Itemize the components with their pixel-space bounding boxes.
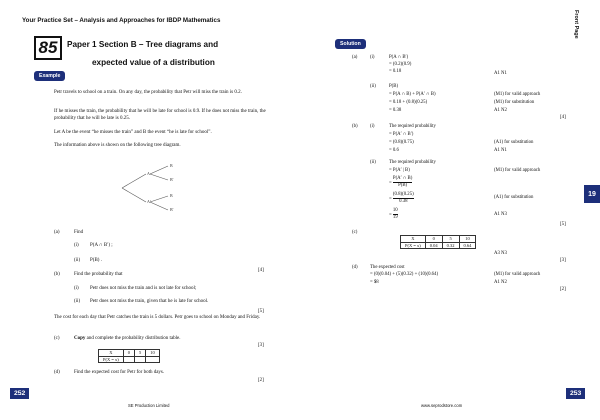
sol-b-total: [5] bbox=[560, 222, 566, 227]
sol-a-ii-mark: (M1) for substitution bbox=[494, 100, 535, 105]
sol-d-line: = $8 bbox=[370, 280, 379, 285]
running-header: Your Practice Set – Analysis and Approaches for IBDP Mathematics bbox=[22, 17, 221, 24]
sol-d-line: = (0)(0.04) + (5)(0.32) + (10)(0.64) bbox=[370, 272, 439, 277]
q-c-label: (c) bbox=[54, 336, 60, 341]
para-2: If he misses the train, the probability that he will be late for school is 0.9. If he does not miss the train, the probability that he will be late is 0.25. bbox=[54, 109, 266, 121]
sol-a-ii-line: = P(A ∩ B) + P(A′ ∩ B) bbox=[389, 92, 436, 97]
para-4: The information above is shown on the following tree diagram. bbox=[54, 143, 181, 148]
tree-leaf-b-prime: B′ bbox=[170, 207, 174, 212]
table-cell: 0.64 bbox=[459, 242, 476, 249]
table-cell: 0 bbox=[425, 236, 442, 243]
sol-b-ii-label: (ii) bbox=[370, 160, 376, 165]
q-c-text bbox=[74, 336, 181, 343]
tree-diagram bbox=[118, 162, 188, 214]
chapter-tab: 19 bbox=[584, 185, 600, 203]
sol-a-i-marks: A1 N1 bbox=[494, 71, 507, 76]
q-a-ii-label: (ii) bbox=[74, 258, 81, 263]
q-a-i-label: (i) bbox=[74, 243, 79, 248]
sol-a-ii-label: (ii) bbox=[370, 84, 376, 89]
table-cell bbox=[146, 356, 160, 363]
sol-a-total: [4] bbox=[560, 115, 566, 120]
q-a-label: (a) bbox=[54, 230, 60, 235]
table-cell: 5 bbox=[135, 350, 146, 357]
para-3: Let A be the event “he misses the train” and B the event “he is late for school”. bbox=[54, 130, 212, 135]
sol-b-ii-mark: (M1) for valid approach bbox=[494, 168, 541, 173]
sol-a-ii-mark: A1 N2 bbox=[494, 108, 507, 113]
sol-b-i-line: = (0.8)(0.75) bbox=[389, 140, 414, 145]
frac-numerator: (0.8)(0.25) bbox=[392, 192, 414, 197]
sol-d-mark: (M1) for valid approach bbox=[494, 272, 541, 277]
frac-denominator: 0.38 bbox=[399, 199, 408, 204]
sol-d-line: The expected cost bbox=[370, 265, 405, 270]
title-line-2: expected value of a distribution bbox=[92, 58, 215, 67]
q-b-ii-text: Petr does not miss the train, given that he is late for school. bbox=[90, 299, 209, 304]
solution-distribution-table bbox=[400, 235, 476, 249]
sol-b-ii-line: The required probability bbox=[389, 160, 436, 165]
sol-b-i-line: = P(A′ ∩ B′) bbox=[389, 132, 414, 137]
q-d-text: Find the expected cost for Petr for both days. bbox=[74, 370, 165, 375]
frac-numerator: P(A′ ∩ B) bbox=[392, 176, 413, 181]
tree-node-a: A bbox=[147, 171, 150, 176]
q-d-label: (d) bbox=[54, 370, 60, 375]
sol-b-i-mark: (A1) for substitution bbox=[494, 140, 534, 145]
tree-node-a-prime: A′ bbox=[147, 199, 151, 204]
sol-a-i-line: P(A ∩ B′) bbox=[389, 55, 409, 60]
table-cell: X bbox=[401, 236, 426, 243]
sol-a-ii-mark: (M1) for valid approach bbox=[494, 92, 541, 97]
sol-a-ii-line: = 0.38 bbox=[389, 108, 402, 113]
sol-a-i-line: = (0.2)(0.9) bbox=[389, 62, 412, 67]
tree-leaf-b-prime: B′ bbox=[170, 177, 174, 182]
sol-b-label: (b) bbox=[352, 124, 358, 129]
q-a-i-text: P(A ∩ B′) ; bbox=[90, 243, 113, 248]
table-cell: 0.32 bbox=[442, 242, 459, 249]
sol-b-i-label: (i) bbox=[370, 124, 375, 129]
frac-denominator: 19 bbox=[392, 215, 398, 220]
table-cell bbox=[135, 356, 146, 363]
sol-a-label: (a) bbox=[352, 55, 358, 60]
question-number: 85 bbox=[34, 36, 62, 60]
q-a-ii-text: P(B) . bbox=[90, 258, 102, 263]
sol-b-i-mark: A1 N1 bbox=[494, 148, 507, 153]
sol-c-total: [3] bbox=[560, 258, 566, 263]
sol-b-ii-mark: (A1) for substitution bbox=[494, 195, 534, 200]
frac-denominator: P(B) bbox=[398, 183, 408, 188]
page-number-left: 252 bbox=[10, 388, 29, 399]
q-c-rest: and complete the probability distribution table. bbox=[86, 336, 181, 341]
sol-b-ii-frac-2: = $\frac{(0.8)(0.25)}{0.38}$ bbox=[389, 192, 414, 204]
example-label: Example bbox=[34, 71, 65, 81]
q-b-label: (b) bbox=[54, 272, 60, 277]
q-c-bold: Copy bbox=[74, 336, 86, 341]
q-b-text: Find the probability that bbox=[74, 272, 123, 277]
table-cell: P(X = x) bbox=[401, 242, 426, 249]
sol-b-ii-frac-3: = $\frac{10}{19}$ bbox=[389, 208, 398, 220]
side-label: Front Page bbox=[573, 10, 580, 39]
table-cell: P(X = x) bbox=[99, 356, 124, 363]
sol-d-total: [2] bbox=[560, 287, 566, 292]
sol-c-marks: A3 N3 bbox=[494, 251, 507, 256]
q-d-marks: [2] bbox=[258, 378, 264, 383]
page-number-right: 253 bbox=[566, 388, 585, 399]
para-5: The cost for each day that Petr catches the train is 5 dollars. Petr goes to school on Monday and Friday. bbox=[54, 315, 261, 320]
sol-d-label: (d) bbox=[352, 265, 358, 270]
table-cell: 10 bbox=[459, 236, 476, 243]
table-cell: 10 bbox=[146, 350, 160, 357]
q-b-i-text: Petr does not miss the train and is not late for school; bbox=[90, 286, 197, 291]
tree-leaf-b: B bbox=[170, 193, 173, 198]
sol-b-ii-line: = P(A′ | B) bbox=[389, 168, 410, 173]
sol-b-ii-mark: A1 N3 bbox=[494, 212, 507, 217]
publisher: SE Production Limited bbox=[128, 403, 170, 408]
website-url: www.seprodstore.com bbox=[421, 403, 463, 408]
sol-a-ii-line: = 0.18 + (0.8)(0.25) bbox=[389, 100, 428, 105]
sol-d-mark: A1 N2 bbox=[494, 280, 507, 285]
frac-numerator: 10 bbox=[392, 208, 398, 213]
table-cell: X bbox=[99, 350, 124, 357]
tree-leaf-b: B bbox=[170, 163, 173, 168]
table-cell bbox=[123, 356, 134, 363]
sol-b-i-line: The required probability bbox=[389, 124, 436, 129]
q-b-i-label: (i) bbox=[74, 286, 79, 291]
table-cell: 0 bbox=[123, 350, 134, 357]
title-line-1: Paper 1 Section B – Tree diagrams and bbox=[67, 40, 219, 49]
empty-distribution-table bbox=[98, 349, 160, 363]
sol-a-ii-line: P(B) bbox=[389, 84, 399, 89]
sol-c-label: (c) bbox=[352, 230, 358, 235]
solution-label: Solution bbox=[335, 39, 366, 49]
q-b-marks: [5] bbox=[258, 309, 264, 314]
q-a-marks: [4] bbox=[258, 268, 264, 273]
q-b-ii-label: (ii) bbox=[74, 299, 81, 304]
para-1: Petr travels to school on a train. On any day, the probability that Petr will miss the train is 0.2. bbox=[54, 90, 242, 95]
sol-a-i-line: = 0.18 bbox=[389, 69, 402, 74]
table-cell: 0.04 bbox=[425, 242, 442, 249]
sol-b-i-line: = 0.6 bbox=[389, 148, 399, 153]
q-a-text: Find bbox=[74, 230, 84, 235]
sol-b-ii-frac-1: = $\frac{P(A' \cap B)}{P(B)}$ bbox=[389, 176, 413, 188]
table-cell: 5 bbox=[442, 236, 459, 243]
sol-a-i-label: (i) bbox=[370, 55, 375, 60]
q-c-marks: [3] bbox=[258, 343, 264, 348]
